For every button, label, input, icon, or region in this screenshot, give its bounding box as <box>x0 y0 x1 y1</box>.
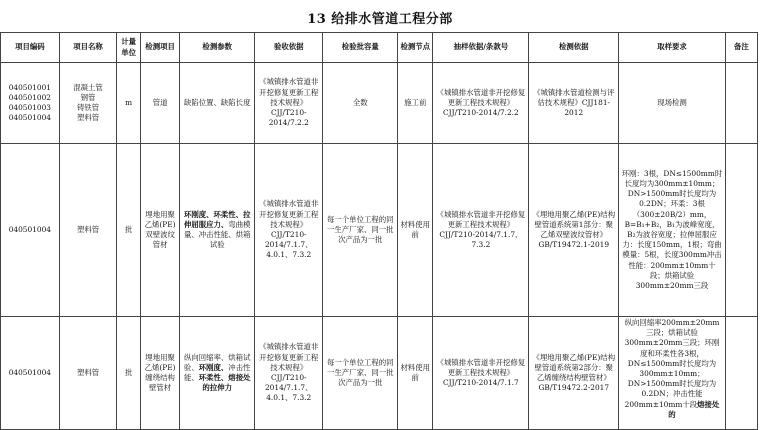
cell-note <box>725 144 757 317</box>
cell-capacity: 每一个单位工程的同一生产厂家、同一批次产品为一批 <box>323 144 398 317</box>
header-code: 项目编码 <box>1 33 60 63</box>
header-basis: 检测依据 <box>529 33 619 63</box>
cell-name: 混凝土管 钢管 铸铁管 塑料管 <box>59 63 117 144</box>
cell-basis: 《埋地用聚乙烯(PE)结构壁管道系统第1部分：聚乙烯双壁波纹管材》GB/T19472.1-2019 <box>529 144 619 317</box>
header-unit: 计量单位 <box>117 33 140 63</box>
cell-name: 塑料管 <box>59 317 117 430</box>
cell-sampling: 《城镇排水管道非开挖修复更新工程技术规程》CJJ/T210-2014/7.2.2 <box>433 63 529 144</box>
cell-param: 纵向回缩率、烘箱试验、环刚度、冲击性能、环柔性、熔接处的拉伸力 <box>180 317 255 430</box>
cell-basis: 《埋地用聚乙烯(PE)结构壁管道系统第2部分：聚乙烯缠绕结构壁管材》GB/T19472.2-2017 <box>529 317 619 430</box>
cell-capacity: 全数 <box>323 63 398 144</box>
cell-name: 塑料管 <box>59 144 117 317</box>
cell-node: 材料使用前 <box>398 317 433 430</box>
cell-requirement: 纵向回缩率200mm±20mm三段；烘箱试验300mm±20mm三段；环刚度和环柔性各3根，DN≤1500mm时长度均为300mm±10mm；DN>1500mm时长度均为0.2DN；冲击性能200mm±10mm十段熔接处的 <box>619 317 726 430</box>
cell-accept: 《城镇排水管道非开挖修复更新工程技术规程》CJJ/T210-2014/7.1.7、4.0.1、7.3.2 <box>255 317 323 430</box>
table-row <box>1 317 758 430</box>
cell-accept: 《城镇排水管道非开挖修复更新工程技术规程》CJJ/T210-2014/7.1.7、4.0.1、7.3.2 <box>255 144 323 317</box>
cell-item: 埋地用聚乙烯(PE)缠绕结构壁管材 <box>140 317 180 430</box>
cell-requirement: 环刚：3根，DN≤1500mm时长度均为300mm±10mm；DN>1500mm时长度均为0.2DN；环柔：3根（300±20B/2）mm，B=B₁+B₂，B₁为波峰宽度，B₂为波谷宽度；拉伸屈服应力：长度150mm，1根；弯曲模量：5根，长度300mm冲击性能：200mm±10mm十段；烘箱试验300mm±20mm三段 <box>619 144 726 317</box>
header-item: 检测项目 <box>140 33 180 63</box>
inspection-table <box>0 32 758 430</box>
cell-code: 040501004 <box>1 317 60 430</box>
header-row <box>1 33 758 63</box>
table-row <box>1 63 758 144</box>
table-row <box>1 144 758 317</box>
cell-sampling: 《城镇排水管道非开挖修复更新工程技术规程》CJJ/T210-2014/7.1.7 <box>433 317 529 430</box>
cell-basis: 《城镇排水管道检测与评估技术规程》CJJ181-2012 <box>529 63 619 144</box>
cell-capacity: 每一个单位工程的同一生产厂家、同一批次产品为一批 <box>323 317 398 430</box>
page-title: 13 给排水管道工程分部 <box>307 12 453 27</box>
header-note: 备注 <box>725 33 757 63</box>
cell-note <box>725 317 757 430</box>
cell-code: 040501001 040501002 040501003 040501004 <box>1 63 60 144</box>
header-name: 项目名称 <box>59 33 117 63</box>
header-requirement: 取样要求 <box>619 33 726 63</box>
cell-note <box>725 63 757 144</box>
header-sampling: 抽样依据/条款号 <box>433 33 529 63</box>
cell-item: 管道 <box>140 63 180 144</box>
cell-unit: 批 <box>117 317 140 430</box>
cell-accept: 《城镇排水管道非开挖修复更新工程技术规程》CJJ/T210-2014/7.2.2 <box>255 63 323 144</box>
cell-unit: 批 <box>117 144 140 317</box>
cell-node: 材料使用前 <box>398 144 433 317</box>
cell-param: 缺陷位置、缺陷长度 <box>180 63 255 144</box>
header-param: 检测参数 <box>180 33 255 63</box>
header-capacity: 检验批容量 <box>323 33 398 63</box>
cell-node: 施工前 <box>398 63 433 144</box>
cell-sampling: 《城镇排水管道非开挖修复更新工程技术规程》CJJ/T210-2014/7.1.7、7.3.2 <box>433 144 529 317</box>
cell-code: 040501004 <box>1 144 60 317</box>
cell-item: 埋地用聚乙烯(PE)双壁波纹管材 <box>140 144 180 317</box>
header-accept: 验收依据 <box>255 33 323 63</box>
cell-unit: m <box>117 63 140 144</box>
cell-requirement: 现场检测 <box>619 63 726 144</box>
cell-param: 环刚度、环柔性、拉伸屈服应力、弯曲模量、冲击性能、烘箱试验 <box>180 144 255 317</box>
header-node: 检测节点 <box>398 33 433 63</box>
